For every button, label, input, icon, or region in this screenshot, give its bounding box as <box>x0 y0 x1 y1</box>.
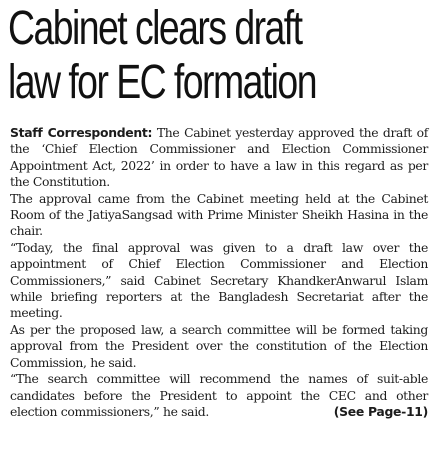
continuation-link[interactable]: (See Page-11) <box>333 403 428 419</box>
headline <box>8 2 340 110</box>
paragraph-5-text: “The search committee will recommend the names of suit-able candidates before the President to appoint the CEC and other election commissioners,” he said. <box>10 371 428 419</box>
paragraph-2: The approval came from the Cabinet meeting held at the Cabinet Room of the JatiyaSangsad with Prime Minister Sheikh Hasina in the chair. <box>10 190 428 239</box>
paragraph-4: As per the proposed law, a search committee will be formed taking approval from the President over the constitution of the Election Commission, he said. <box>10 321 428 370</box>
byline: Staff Correspondent: <box>10 125 153 140</box>
headline-line-1: Cabinet clears draft <box>8 2 302 55</box>
paragraph-1-text: The Cabinet yesterday approved the draft of the ‘Chief Election Commissioner and Election Commissioner Appointment Act, 2022’ in order to have a law in this regard as per the Constitution. <box>10 125 428 190</box>
paragraph-5 <box>10 371 428 420</box>
headline-line-2: law for EC formation <box>8 56 316 109</box>
paragraph-1 <box>10 125 428 191</box>
paragraph-3: “Today, the final approval was given to a draft law over the appointment of Chief Election Commissioner and Election Commissioners,” said Cabinet Secretary KhandkerAnwarul Islam while briefing reporters at the Bangladesh Secretariat after the meeting. <box>10 239 428 321</box>
article-body <box>10 125 428 420</box>
